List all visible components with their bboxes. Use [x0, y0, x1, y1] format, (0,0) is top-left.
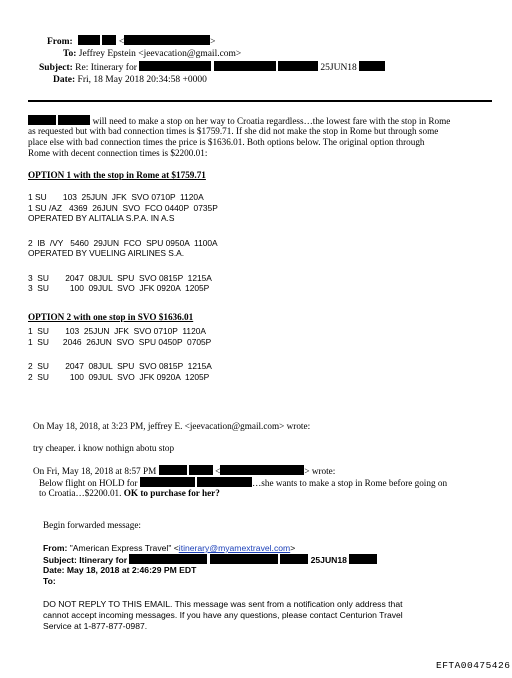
- redaction: [78, 35, 100, 45]
- redaction: [124, 35, 210, 45]
- redaction: [280, 554, 308, 564]
- fwd-date-label: Date:: [43, 565, 65, 575]
- itinerary-line: 1 SU 103 25JUN JFK SVO 0710P 1120A: [28, 326, 206, 336]
- redaction: [349, 554, 377, 564]
- itinerary-line: 1 SU 103 25JUN JFK SVO 0710P 1120A: [28, 192, 204, 202]
- notice-line-1: DO NOT REPLY TO THIS EMAIL. This message was sent from a notification only address that: [43, 599, 403, 609]
- to-label: To:: [63, 49, 77, 59]
- itinerary-line: 3 SU 100 09JUL SVO JFK 0920A 1205P: [28, 283, 210, 293]
- bates-number: EFTA00475426: [436, 660, 511, 671]
- from-label: From:: [47, 37, 73, 47]
- header-from-row: From: < >: [47, 37, 216, 47]
- quote2-line-2: to Croatia…$2200.01. OK to purchase for her?: [39, 488, 220, 498]
- option1-itinerary: [28, 192, 218, 294]
- to-value: Jeffrey Epstein <jeevacation@gmail.com>: [78, 49, 242, 59]
- fwd-to-label: To:: [43, 576, 56, 586]
- redaction: [140, 477, 195, 487]
- redaction: [102, 35, 116, 45]
- redaction: [189, 465, 213, 475]
- option1-title: OPTION 1 with the stop in Rome at $1759.71: [28, 170, 206, 180]
- quote1-attribution: On May 18, 2018, at 3:23 PM, jeffrey E. <jeevacation@gmail.com> wrote:: [33, 421, 311, 431]
- redaction: [278, 61, 318, 71]
- option2-itinerary: [28, 326, 212, 382]
- fwd-date-row: Date: May 18, 2018 at 2:46:29 PM EDT: [43, 565, 197, 575]
- intro-line-4: Rome with decent connection times is $2200.01:: [28, 148, 208, 158]
- header-subject-row: [39, 61, 385, 74]
- subject-label: Subject:: [39, 63, 73, 73]
- fwd-subject-label: Subject:: [43, 555, 77, 565]
- subject-code: 25JUN18: [320, 63, 357, 73]
- itinerary-line: 1 SU /AZ 4369 26JUN SVO FCO 0440P 0735P: [28, 202, 218, 213]
- date-label: Date:: [53, 75, 76, 85]
- option2-title: OPTION 2 with one stop in SVO $1636.01: [28, 312, 194, 322]
- date-value: Fri, 18 May 2018 20:34:58 +0000: [77, 75, 207, 85]
- notice-line-2: cannot accept incoming messages. If you have any questions, please contact Centurion Travel: [43, 610, 403, 620]
- intro-line-1: will need to make a stop on her way to Croatia regardless…the lowest fare with the stop in Rome: [28, 115, 450, 127]
- quote1-text: try cheaper. i know nothign abotu stop: [33, 443, 175, 453]
- quote2-attribution: On Fri, May 18, 2018 at 8:57 PM < > wrote:: [33, 466, 336, 476]
- fwd-from-email-link[interactable]: itinerary@myamextravel.com: [178, 543, 291, 553]
- itinerary-line: OPERATED BY VUELING AIRLINES S.A.: [28, 248, 185, 258]
- notice-line-3: Service at 1-877-877-0987.: [43, 621, 148, 631]
- redaction: [129, 554, 207, 564]
- quote2-line-1: Below flight on HOLD for …she wants to make a stop in Rome before going on: [39, 478, 448, 488]
- itinerary-line: 3 SU 2047 08JUL SPU SVO 0815P 1215A: [28, 272, 212, 283]
- redaction: [197, 477, 252, 487]
- redaction: [220, 465, 304, 475]
- redaction: [159, 465, 187, 475]
- redaction: [214, 61, 276, 71]
- itinerary-line: 2 SU 2047 08JUL SPU SVO 0815P 1215A: [28, 361, 212, 371]
- redaction: [139, 61, 211, 71]
- intro-line-2: as requested but with bad connection times is $1759.71. If she did not make the stop in Rome but through some: [28, 126, 439, 136]
- redaction: [359, 61, 385, 71]
- itinerary-line: 2 IB /VY 5460 29JUN FCO SPU 0950A 1100A: [28, 237, 218, 248]
- fwd-to-row: [43, 576, 56, 587]
- forwarded-heading: Begin forwarded message:: [43, 520, 141, 530]
- fwd-from-label: From:: [43, 543, 68, 553]
- subject-value: Re: Itinerary for: [75, 63, 137, 73]
- fwd-subject-row: Subject: Itinerary for 25JUN18: [43, 554, 377, 566]
- redaction: [28, 115, 56, 125]
- intro-line-3: place else with bad connection times the price is $1636.01. Both options below. The original option through: [28, 137, 425, 147]
- fwd-from-row: From: "American Express Travel" <itinerary@myamextravel.com>: [43, 543, 296, 553]
- header-to-row: [63, 48, 241, 60]
- redaction: [58, 115, 90, 125]
- itinerary-line: 2 SU 100 09JUL SVO JFK 0920A 1205P: [28, 371, 210, 382]
- header-date-row: [53, 74, 207, 86]
- redaction: [210, 554, 278, 564]
- header-divider: [28, 100, 492, 102]
- itinerary-line: 1 SU 2046 26JUN SVO SPU 0450P 0705P: [28, 336, 212, 347]
- itinerary-line: OPERATED BY ALITALIA S.P.A. IN A.S: [28, 213, 175, 223]
